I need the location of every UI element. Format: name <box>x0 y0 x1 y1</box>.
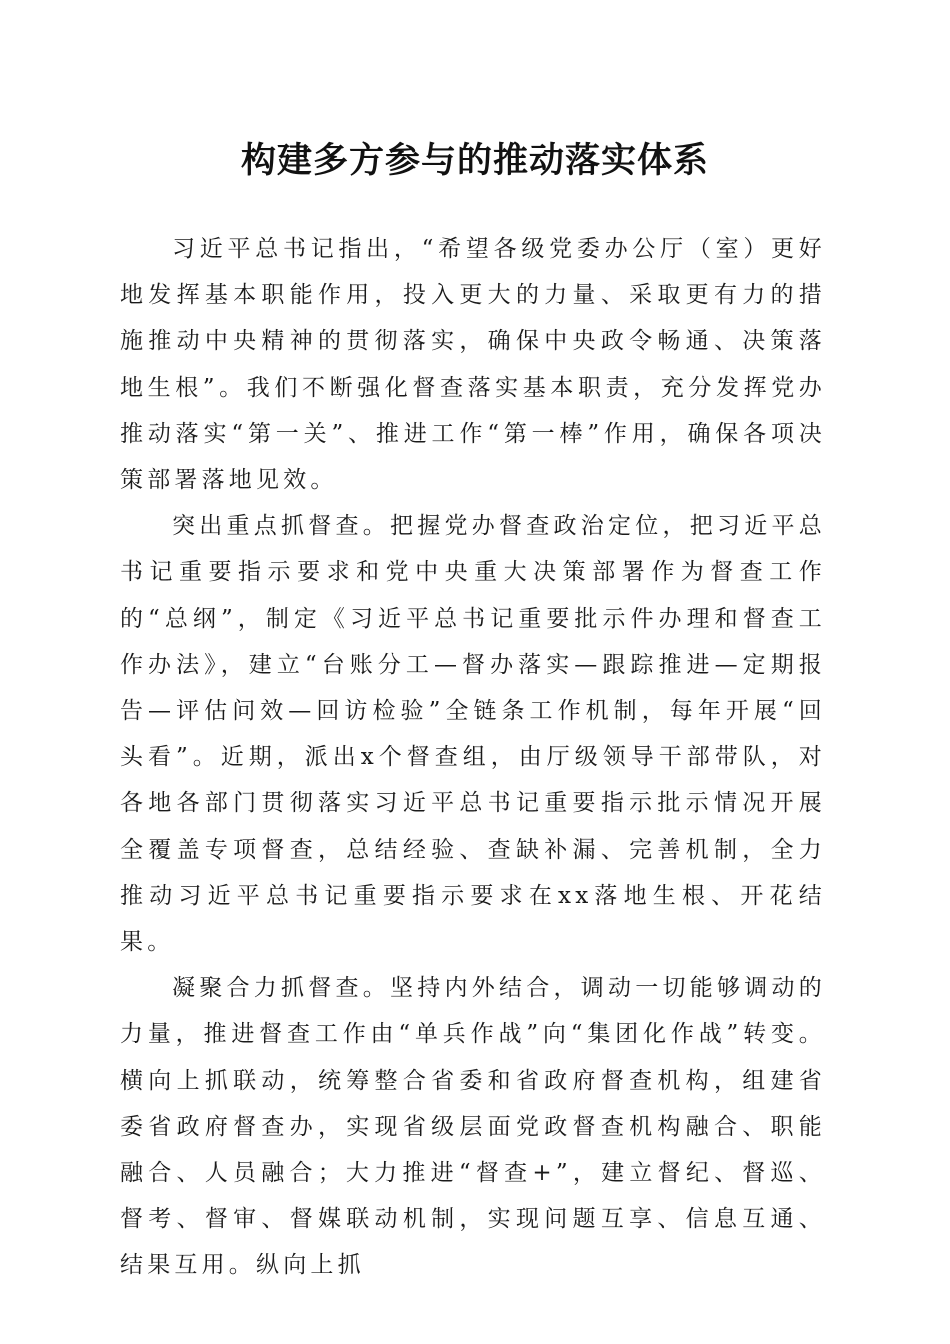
document-body <box>120 226 826 1289</box>
paragraph-focus-supervision: 突出重点抓督查。把握党办督查政治定位，把习近平总书记重要指示要求和党中央重大决策部署作为督查工作的“总纲”，制定《习近平总书记重要批示件办理和督查工作办法》，建立“台账分工—督办落实—跟踪推进—定期报告—评估问效—回访检验”全链条工作机制，每年开展“回头看”。近期，派出x个督查组，由厅级领导干部带队，对各地各部门贯彻落实习近平总书记重要指示批示情况开展全覆盖专项督查，总结经验、查缺补漏、完善机制，全力推动习近平总书记重要指示要求在xx落地生根、开花结果。 <box>120 513 826 956</box>
paragraph-intro: 习近平总书记指出，“希望各级党委办公厅（室）更好地发挥基本职能作用，投入更大的力量、采取更有力的措施推动中央精神的贯彻落实，确保中央政令畅通、决策落地生根”。我们不断强化督查落实基本职责，充分发挥党办推动落实“第一关”、推进工作“第一棒”作用，确保各项决策部署落地见效。 <box>120 236 826 494</box>
paragraph-joint-supervision: 凝聚合力抓督查。坚持内外结合，调动一切能够调动的力量，推进督查工作由“单兵作战”向“集团化作战”转变。横向上抓联动，统筹整合省委和省政府督查机构，组建省委省政府督查办，实现省级层面党政督查机构融合、职能融合、人员融合；大力推进“督查+”，建立督纪、督巡、督考、督审、督媒联动机制，实现问题互享、信息互通、结果互用。纵向上抓 <box>120 975 826 1279</box>
document-title: 构建多方参与的推动落实体系 <box>240 140 709 181</box>
